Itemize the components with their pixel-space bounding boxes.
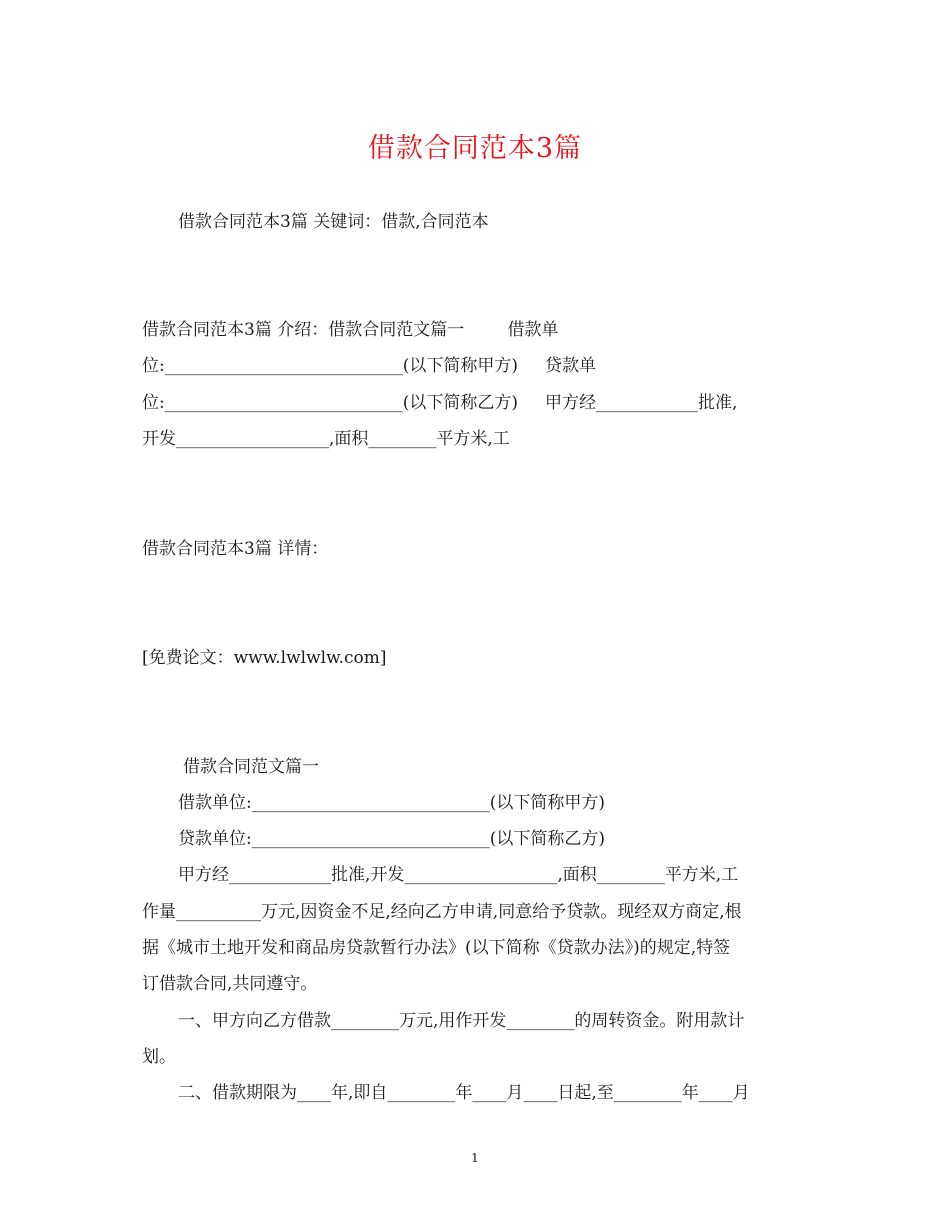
paragraph1-line-2: 作量__________万元,因资金不足,经向乙方申请,同意给予贷款。现经双方商定,根 bbox=[142, 902, 742, 922]
keywords-line: 借款合同范本3篇 关键词：借款,合同范本 bbox=[178, 212, 489, 232]
free-paper-note: [免费论文：www.lwlwlw.com] bbox=[142, 648, 387, 668]
borrower-line: 贷款单位:____________________________(以下简称乙方) bbox=[178, 829, 605, 849]
paragraph1-line-1: 甲方经____________批准,开发__________________,面积________平方米,工 bbox=[178, 865, 739, 885]
intro-line-1: 借款合同范本3篇 介绍：借款合同范文篇一 借款单 bbox=[142, 320, 559, 340]
clause1-line-2: 划。 bbox=[142, 1047, 176, 1067]
paragraph1-line-4: 订借款合同,共同遵守。 bbox=[142, 974, 318, 994]
details-heading: 借款合同范本3篇 详情： bbox=[142, 539, 329, 559]
clause1-line-1: 一、甲方向乙方借款________万元,用作开发________的周转资金。附用款计 bbox=[178, 1011, 745, 1031]
clause2-line: 二、借款期限为____年,即自________年____月____日起,至________年____月 bbox=[178, 1083, 750, 1103]
intro-line-3: 位:____________________________(以下简称乙方) 甲方经____________批准, bbox=[142, 393, 738, 413]
document-title: 借款合同范本3篇 bbox=[367, 133, 583, 164]
intro-line-2: 位:____________________________(以下简称甲方) 贷款单 bbox=[142, 356, 597, 376]
paragraph1-line-3: 据《城市土地开发和商品房贷款暂行办法》(以下简称《贷款办法》)的规定,特签 bbox=[142, 938, 731, 958]
lender-line: 借款单位:____________________________(以下简称甲方) bbox=[178, 793, 605, 813]
page-number: 1 bbox=[471, 1151, 479, 1165]
section-title: 借款合同范文篇一 bbox=[183, 757, 319, 777]
intro-line-4: 开发__________________,面积________平方米,工 bbox=[142, 429, 510, 449]
